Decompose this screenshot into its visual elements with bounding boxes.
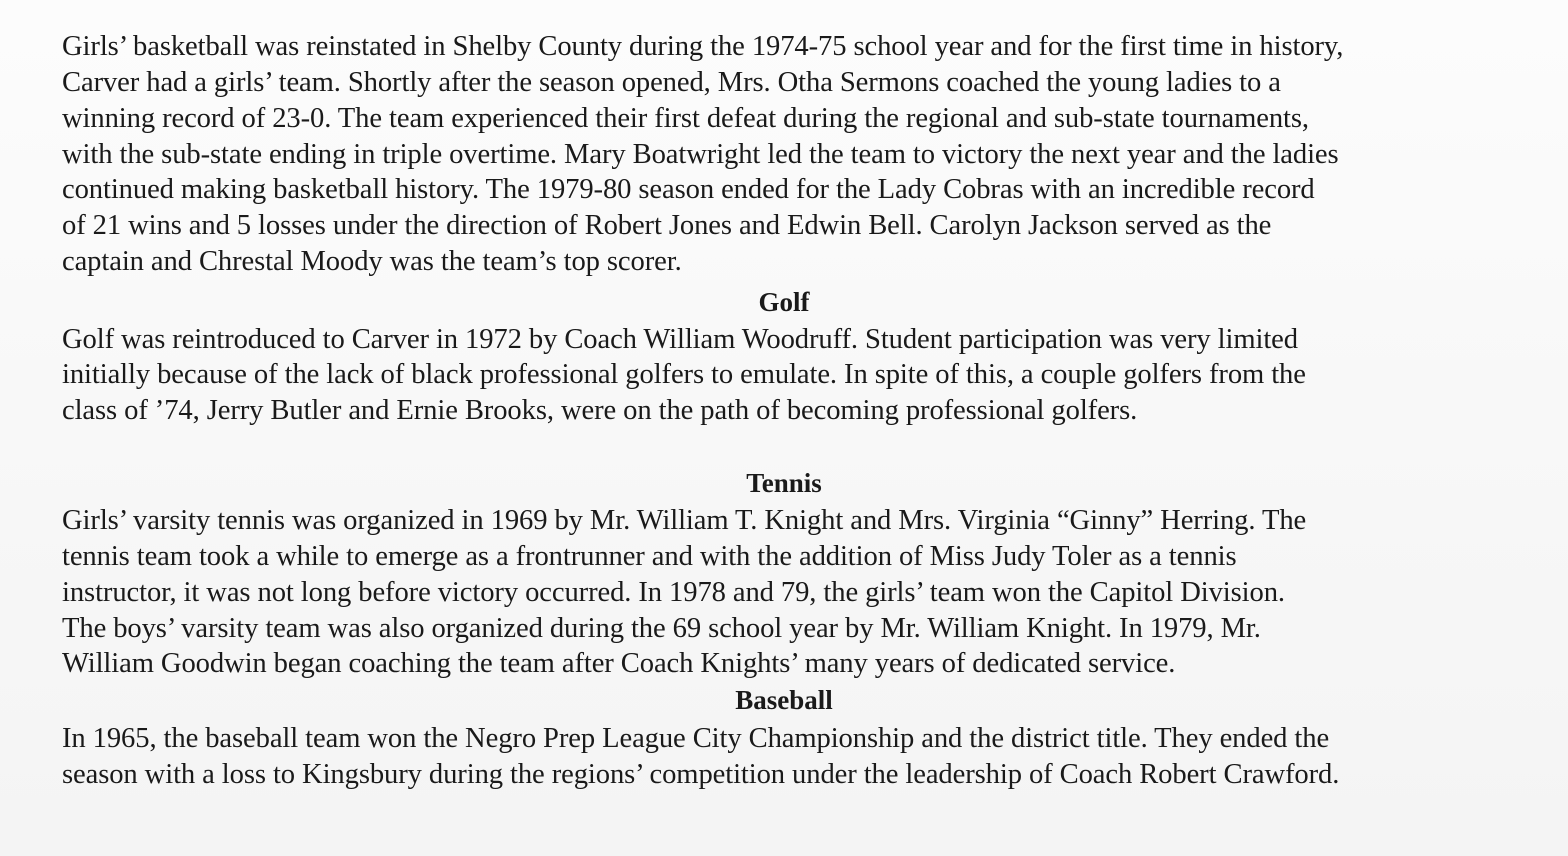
- baseball-line-2: season with a loss to Kingsbury during the regions’ competition under the leadership of Coach Robert Crawford.: [62, 759, 1340, 790]
- baseball-heading: Baseball: [735, 685, 833, 715]
- basketball-line-7: captain and Chrestal Moody was the team’s top scorer.: [62, 246, 682, 277]
- tennis-line-1: Girls’ varsity tennis was organized in 1969 by Mr. William T. Knight and Mrs. Virginia “Ginny” Herring. The: [62, 505, 1307, 536]
- golf-line-3: class of ’74, Jerry Butler and Ernie Brooks, were on the path of becoming professional golfers.: [62, 395, 1138, 426]
- tennis-line-4: The boys’ varsity team was also organized during the 69 school year by Mr. William Knight. In 1979, Mr.: [62, 613, 1261, 644]
- basketball-line-1: Girls’ basketball was reinstated in Shelby County during the 1974-75 school year and for the first time in history,: [62, 31, 1344, 62]
- golf-line-2: initially because of the lack of black professional golfers to emulate. In spite of this, a couple golfers from the: [62, 359, 1306, 390]
- golf-line-1: Golf was reintroduced to Carver in 1972 by Coach William Woodruff. Student participation was very limited: [62, 324, 1298, 355]
- tennis-line-3: instructor, it was not long before victory occurred. In 1978 and 79, the girls’ team won the Capitol Division.: [62, 577, 1285, 608]
- golf-heading: Golf: [758, 287, 810, 317]
- tennis-heading: Tennis: [746, 468, 822, 498]
- tennis-line-5: William Goodwin began coaching the team after Coach Knights’ many years of dedicated service.: [62, 648, 1176, 679]
- basketball-line-4: with the sub-state ending in triple overtime. Mary Boatwright led the team to victory the next year and the ladies: [62, 139, 1339, 170]
- basketball-line-5: continued making basketball history. The 1979-80 season ended for the Lady Cobras with an incredible record: [62, 174, 1315, 205]
- basketball-line-2: Carver had a girls’ team. Shortly after the season opened, Mrs. Otha Sermons coached the young ladies to a: [62, 67, 1281, 98]
- tennis-line-2: tennis team took a while to emerge as a frontrunner and with the addition of Miss Judy Toler as a tennis: [62, 541, 1237, 572]
- baseball-line-1: In 1965, the baseball team won the Negro Prep League City Championship and the district title. They ended the: [62, 723, 1330, 754]
- basketball-line-6: of 21 wins and 5 losses under the direction of Robert Jones and Edwin Bell. Carolyn Jackson served as the: [62, 210, 1272, 241]
- basketball-line-3: winning record of 23-0. The team experienced their first defeat during the regional and sub-state tournaments,: [62, 103, 1309, 134]
